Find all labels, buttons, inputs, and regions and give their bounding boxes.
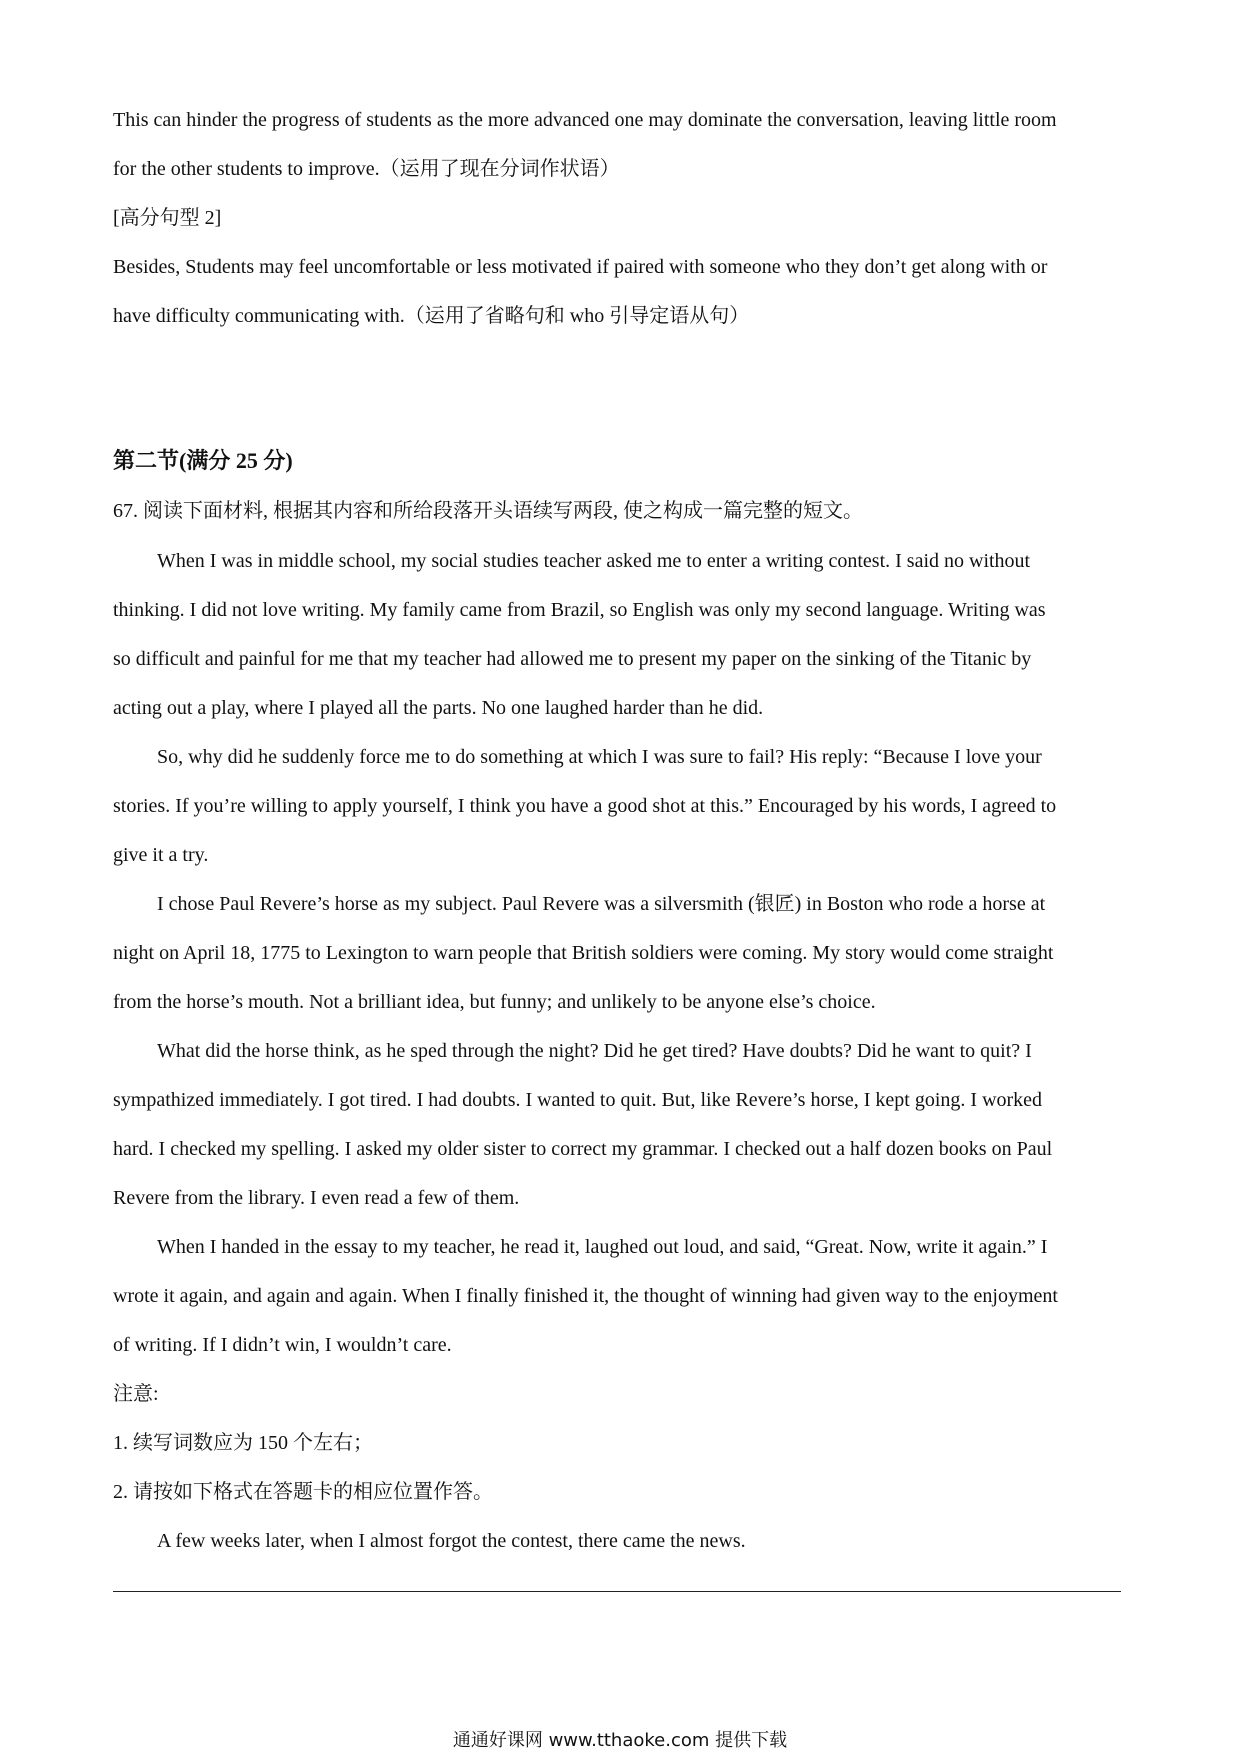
passage-line: So, why did he suddenly force me to do something at which I was sure to fail? His reply: “Because I love your [157, 746, 1042, 768]
passage-line: I chose Paul Revere’s horse as my subject. Paul Revere was a silversmith (银匠) in Boston who rode a horse at [157, 893, 1046, 915]
passage-line: Revere from the library. I even read a few of them. [113, 1187, 520, 1209]
footer-text: 通通好课网 www.tthaoke.com 提供下载 [452, 1730, 788, 1751]
passage-line: stories. If you’re willing to apply yourself, I think you have a good shot at this.” Encouraged by his words, I agreed to [113, 795, 1057, 817]
passage-line: sympathized immediately. I got tired. I had doubts. I wanted to quit. But, like Revere’s horse, I kept going. I worked [113, 1089, 1043, 1111]
notes-item: 1. 续写词数应为 150 个左右； [113, 1432, 373, 1454]
passage-line: acting out a play, where I played all the parts. No one laughed harder than he did. [113, 697, 764, 719]
text-line: This can hinder the progress of students as the more advanced one may dominate the conversation, leaving little room [113, 109, 1057, 131]
text-line: have difficulty communicating with.（运用了省略句和 who 引导定语从句） [113, 305, 750, 327]
text-line: for the other students to improve.（运用了现在分词作状语） [113, 158, 620, 180]
notes-item: 2. 请按如下格式在答题卡的相应位置作答。 [113, 1481, 493, 1503]
notes-label: 注意: [113, 1383, 159, 1405]
section-heading: 第二节(满分 25 分) [113, 448, 293, 473]
passage-line: wrote it again, and again and again. When I finally finished it, the thought of winning had given way to the enjoyment [113, 1285, 1058, 1307]
writing-prompt: A few weeks later, when I almost forgot the contest, there came the news. [157, 1530, 746, 1552]
text-line: Besides, Students may feel uncomfortable or less motivated if paired with someone who they don’t get along with or [113, 256, 1048, 278]
sentence-label: [高分句型 2] [113, 207, 222, 229]
passage-line: hard. I checked my spelling. I asked my older sister to correct my grammar. I checked out a half dozen books on Paul [113, 1138, 1053, 1160]
passage-line: of writing. If I didn’t win, I wouldn’t care. [113, 1334, 452, 1356]
passage-line: from the horse’s mouth. Not a brilliant idea, but funny; and unlikely to be anyone else’s choice. [113, 991, 876, 1013]
passage-line: thinking. I did not love writing. My family came from Brazil, so English was only my second language. Writing was [113, 599, 1046, 621]
passage-line: What did the horse think, as he sped through the night? Did he get tired? Have doubts? Did he want to quit? I [157, 1040, 1032, 1062]
passage-line: When I handed in the essay to my teacher, he read it, laughed out loud, and said, “Great. Now, write it again.” I [157, 1236, 1048, 1258]
passage-line: When I was in middle school, my social studies teacher asked me to enter a writing contest. I said no without [157, 550, 1031, 572]
passage-line: so difficult and painful for me that my teacher had allowed me to present my paper on the sinking of the Titanic by [113, 648, 1032, 670]
question-text: 67. 阅读下面材料, 根据其内容和所给段落开头语续写两段, 使之构成一篇完整的短文。 [113, 500, 863, 522]
answer-line [113, 1591, 1121, 1592]
passage-line: give it a try. [113, 844, 209, 866]
passage-line: night on April 18, 1775 to Lexington to warn people that British soldiers were coming. My story would come straight [113, 942, 1054, 964]
